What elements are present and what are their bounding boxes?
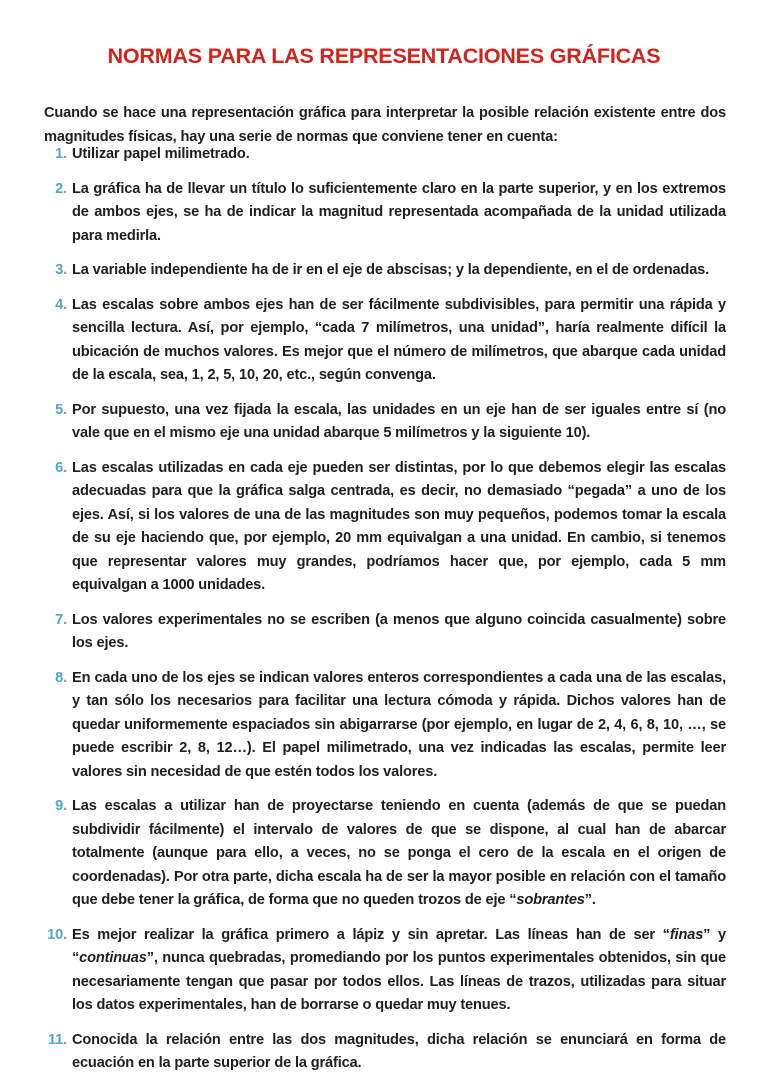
list-item-text: Los valores experimentales no se escriben (a menos que alguno coincida casualmente) sobre los ejes. bbox=[72, 611, 726, 651]
list-item-number: 6. bbox=[55, 459, 67, 476]
rules-list bbox=[44, 143, 726, 1076]
list-item-number: 7. bbox=[55, 611, 67, 628]
list-item-text: Es mejor realizar la gráfica primero a lápiz y sin apretar. Las líneas han de ser “finas” y “continuas”, nunca quebradas, promediando por los puntos experimentales obtenidos, sin que necesariamente tengan que pasar por todos ellos. Las líneas de trazos, utilizadas para situar los datos experimentales, han de borrarse o quedar muy tenues. bbox=[72, 926, 726, 1013]
list-item bbox=[44, 178, 726, 249]
list-item-number: 10. bbox=[47, 926, 67, 943]
list-item-text: La gráfica ha de llevar un título lo suficientemente claro en la parte superior, y en los extremos de ambos ejes, se ha de indicar la magnitud representada acompañada de la unidad utilizada para medirla. bbox=[72, 180, 726, 244]
list-item bbox=[44, 795, 726, 913]
list-item-number: 1. bbox=[55, 146, 67, 162]
list-item-text: Las escalas a utilizar han de proyectarse teniendo en cuenta (además de que se puedan subdividir fácilmente) el intervalo de valores de que se dispone, al cual han de abarcar totalmente (aunque para ello, a veces, no se ponga el cero de la escala en el origen de coordenadas). Por otra parte, dicha escala ha de ser la mayor posible en relación con el tamaño que debe tener la gráfica, de forma que no queden trozos de eje “sobrantes”. bbox=[72, 798, 726, 908]
list-item bbox=[44, 457, 726, 598]
list-item-number: 9. bbox=[55, 798, 67, 814]
list-item bbox=[44, 294, 726, 388]
page-title: NORMAS PARA LAS REPRESENTACIONES GRÁFICAS bbox=[107, 44, 661, 68]
list-item-number: 8. bbox=[55, 669, 67, 686]
list-item-number: 5. bbox=[55, 401, 67, 418]
list-item-text: La variable independiente ha de ir en el eje de abscisas; y la dependiente, en el de ordenadas. bbox=[72, 262, 710, 278]
list-item bbox=[44, 609, 726, 656]
list-item bbox=[44, 143, 726, 167]
list-item-text: En cada uno de los ejes se indican valores enteros correspondientes a cada una de las escalas, y tan sólo los necesarios para facilitar una lectura cómoda y rápida. Dichos valores han de quedar uniformemente espaciados sin abigarrarse (por ejemplo, en lugar de 2, 4, 6, 8, 10, …, se puede escribir 2, 8, 12…). El papel milimetrado, una vez indicadas las escalas, permite leer valores sin necesidad de que estén todos los valores. bbox=[72, 669, 726, 780]
list-item bbox=[44, 667, 726, 785]
list-item-number: 11. bbox=[47, 1031, 67, 1048]
list-item-text: Las escalas sobre ambos ejes han de ser fácilmente subdivisibles, para permitir una rápida y sencilla lectura. Así, por ejemplo, “cada 7 milímetros, una unidad”, haría realmente difícil la ubicación de muchos valores. Es mejor que el número de milímetros, que abarque cada unidad de la escala, sea, 1, 2, 5, 10, 20, etc., según convenga. bbox=[72, 296, 726, 383]
list-item-number: 3. bbox=[55, 262, 67, 278]
list-item-text: Conocida la relación entre las dos magnitudes, dicha relación se enunciará en forma de ecuación en la parte superior de la gráfica. bbox=[72, 1031, 726, 1071]
list-item bbox=[44, 924, 726, 1018]
list-item bbox=[44, 1029, 726, 1076]
list-item-text: Utilizar papel milimetrado. bbox=[72, 146, 250, 162]
list-item-number: 4. bbox=[55, 296, 67, 313]
list-item bbox=[44, 259, 726, 283]
list-item-text: Por supuesto, una vez fijada la escala, las unidades en un eje han de ser iguales entre sí (no vale que en el mismo eje una unidad abarque 5 milímetros y la siguiente 10). bbox=[72, 401, 726, 441]
list-item-text: Las escalas utilizadas en cada eje pueden ser distintas, por lo que debemos elegir las escalas adecuadas para que la gráfica salga centrada, es decir, no demasiado “pegada” a uno de los ejes. Así, si los valores de una de las magnitudes son muy pequeños, podemos tomar la escala de su eje haciendo que, por ejemplo, 20 mm equivalgan a una unidad. En cambio, si tenemos que representar valores muy grandes, podríamos hacer que, por ejemplo, cada 5 mm equivalgan a 1000 unidades. bbox=[72, 459, 726, 593]
list-item bbox=[44, 399, 726, 446]
intro-paragraph: Cuando se hace una representación gráfica para interpretar la posible relación existente entre dos magnitudes físicas, hay una serie de normas que conviene tener en cuenta: bbox=[44, 105, 726, 145]
list-item-number: 2. bbox=[55, 180, 67, 197]
